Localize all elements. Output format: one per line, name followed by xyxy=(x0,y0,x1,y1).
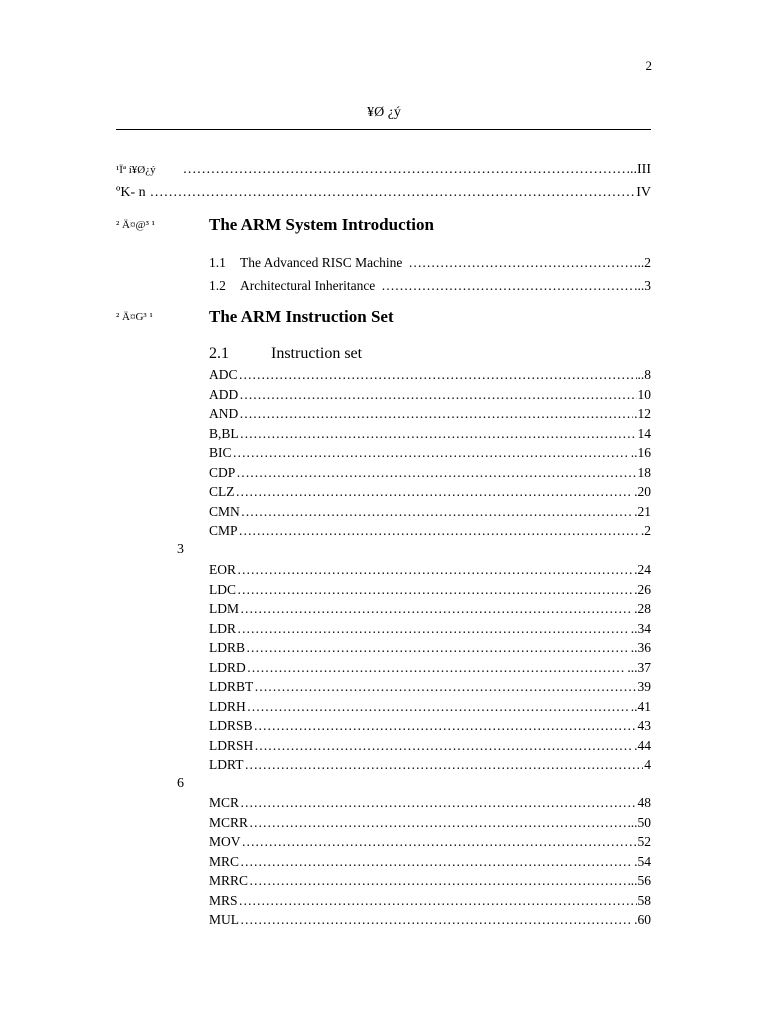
instruction-name: MCRR xyxy=(209,814,249,830)
section-page: ..2 xyxy=(637,255,651,270)
toc-entry-figures[interactable] xyxy=(116,162,651,178)
dot-leader xyxy=(236,465,636,481)
instruction-entry[interactable] xyxy=(209,834,651,850)
instruction-entry[interactable] xyxy=(209,562,651,578)
dot-leader xyxy=(240,426,637,442)
instruction-entry[interactable] xyxy=(209,679,651,695)
instruction-name: LDRH xyxy=(209,698,246,714)
chapter-label: ² Ä¤@³ ¹ xyxy=(116,219,155,231)
toc-entry-page: IV xyxy=(636,185,651,200)
chapter-title[interactable]: The ARM Instruction Set xyxy=(209,307,394,326)
instruction-page: .54 xyxy=(634,853,651,869)
dot-leader xyxy=(233,445,630,461)
instruction-name: LDRB xyxy=(209,640,246,655)
dot-leader xyxy=(240,854,633,870)
instruction-name: LDM xyxy=(209,601,239,616)
stray-page-mark: 6 xyxy=(177,776,184,791)
instruction-entry[interactable] xyxy=(209,660,651,676)
instruction-entry[interactable] xyxy=(209,757,651,773)
instruction-page: .12 xyxy=(634,406,651,421)
section-name: Architectural Inheritance xyxy=(240,278,376,293)
instruction-page: 14 xyxy=(637,425,651,441)
stray-page-mark: 3 xyxy=(177,542,184,557)
dot-leader xyxy=(236,484,634,500)
chapter-label: ² Ä¤G³ ¹ xyxy=(116,311,153,323)
instruction-name: B,BL xyxy=(209,425,239,441)
instruction-page: ..8 xyxy=(637,367,651,382)
instruction-entry[interactable] xyxy=(209,367,651,383)
dot-leader xyxy=(150,185,636,201)
instruction-page: 10 xyxy=(637,386,651,402)
instruction-name: MOV xyxy=(209,834,241,849)
section-number: 1.1 xyxy=(209,255,226,270)
dot-leader xyxy=(237,562,633,578)
instruction-page: .60 xyxy=(634,912,651,927)
section-name: The Advanced RISC Machine xyxy=(240,255,403,270)
toc-title: ¥Ø ¿ý xyxy=(367,105,401,120)
dot-leader xyxy=(183,162,629,178)
instruction-name: LDRBT xyxy=(209,679,254,694)
instruction-page: .28 xyxy=(634,601,651,616)
instruction-entry[interactable] xyxy=(209,718,651,734)
dot-leader xyxy=(247,699,630,715)
instruction-entry[interactable] xyxy=(209,484,651,500)
dot-leader xyxy=(249,873,630,889)
dot-leader xyxy=(254,718,637,734)
instruction-entry[interactable] xyxy=(209,523,651,539)
toc-entry-label: ¹Ïª í¥Ø¿ý xyxy=(116,164,156,176)
instruction-entry[interactable] xyxy=(209,582,651,598)
instruction-name: ADD xyxy=(209,386,239,402)
dot-leader xyxy=(241,504,633,520)
dot-leader xyxy=(240,795,636,811)
instruction-page: .24 xyxy=(634,562,651,577)
instruction-entry[interactable] xyxy=(209,601,651,617)
subsection-heading[interactable] xyxy=(209,345,363,363)
subsection-name: Instruction set xyxy=(271,345,363,362)
dot-leader xyxy=(247,660,627,676)
toc-entry-page: ..III xyxy=(630,162,651,177)
toc-section-row[interactable] xyxy=(209,255,651,271)
instruction-name: MRS xyxy=(209,892,238,908)
instruction-page: ..56 xyxy=(630,873,651,888)
instruction-name: ADC xyxy=(209,367,238,382)
title-rule xyxy=(116,129,651,130)
subsection-number: 2.1 xyxy=(209,345,229,362)
instruction-page: 4 xyxy=(644,757,651,772)
instruction-entry[interactable] xyxy=(209,406,651,422)
instruction-entry[interactable] xyxy=(209,893,651,909)
instruction-entry[interactable] xyxy=(209,815,651,831)
dot-leader xyxy=(239,893,637,909)
instruction-entry[interactable] xyxy=(209,465,651,481)
dot-leader xyxy=(239,387,636,403)
instruction-page: .20 xyxy=(634,484,651,499)
instruction-entry[interactable] xyxy=(209,426,651,442)
dot-leader xyxy=(237,582,633,598)
instruction-entry[interactable] xyxy=(209,640,651,656)
section-page: ...3 xyxy=(634,278,651,293)
instruction-page: ..41 xyxy=(630,698,651,714)
instruction-name: MRRC xyxy=(209,873,249,888)
instruction-entry[interactable] xyxy=(209,621,651,637)
dot-leader xyxy=(242,834,637,850)
dot-leader xyxy=(240,601,633,617)
dot-leader xyxy=(381,278,633,294)
instruction-name: LDRSH xyxy=(209,737,254,753)
instruction-page: ..34 xyxy=(630,620,651,636)
instruction-entry[interactable] xyxy=(209,854,651,870)
instruction-page: .26 xyxy=(634,581,651,597)
instruction-name: CDP xyxy=(209,464,236,480)
instruction-name: MCR xyxy=(209,795,240,810)
instruction-name: LDRD xyxy=(209,659,246,675)
toc-entry-label: ºK- n xyxy=(116,185,146,200)
instruction-page: .2 xyxy=(640,523,651,538)
instruction-page: ..50 xyxy=(630,814,651,830)
instruction-page: 43 xyxy=(637,718,651,733)
instruction-entry[interactable] xyxy=(209,738,651,754)
instruction-entry[interactable] xyxy=(209,504,651,520)
instruction-page: 58 xyxy=(637,892,651,908)
instruction-entry[interactable] xyxy=(209,699,651,715)
dot-leader xyxy=(239,523,640,539)
dot-leader xyxy=(239,406,633,422)
toc-section-row[interactable] xyxy=(209,278,651,294)
instruction-name: CMN xyxy=(209,503,240,519)
instruction-page: ...37 xyxy=(627,659,651,675)
instruction-entry[interactable] xyxy=(209,912,651,928)
instruction-name: LDRSB xyxy=(209,718,253,733)
toc-entry-abstract[interactable] xyxy=(116,185,651,201)
instruction-name: MUL xyxy=(209,912,239,927)
dot-leader xyxy=(244,757,643,773)
instruction-name: LDR xyxy=(209,620,236,636)
dot-leader xyxy=(237,621,630,637)
instruction-name: AND xyxy=(209,406,239,421)
instruction-page: ..36 xyxy=(630,640,651,655)
page-number: 2 xyxy=(645,58,652,73)
instruction-name: LDRT xyxy=(209,757,244,772)
instruction-name: LDC xyxy=(209,581,236,597)
instruction-entry[interactable] xyxy=(209,795,651,811)
dot-leader xyxy=(246,640,630,656)
dot-leader xyxy=(240,912,633,928)
dot-leader xyxy=(249,815,630,831)
instruction-name: MRC xyxy=(209,853,240,869)
instruction-entry[interactable] xyxy=(209,387,651,403)
instruction-name: EOR xyxy=(209,562,236,577)
section-number: 1.2 xyxy=(209,278,226,293)
instruction-entry[interactable] xyxy=(209,873,651,889)
dot-leader xyxy=(254,679,636,695)
instruction-page: 39 xyxy=(637,679,651,694)
dot-leader xyxy=(408,255,636,271)
instruction-page: .21 xyxy=(634,503,651,519)
instruction-name: CLZ xyxy=(209,484,235,499)
dot-leader xyxy=(254,738,633,754)
instruction-page: 52 xyxy=(637,834,651,849)
instruction-entry[interactable] xyxy=(209,445,651,461)
dot-leader xyxy=(239,367,637,383)
instruction-page: 18 xyxy=(637,464,651,480)
instruction-name: BIC xyxy=(209,445,232,460)
instruction-page: .44 xyxy=(634,737,651,753)
instruction-page: ..16 xyxy=(630,445,651,460)
instruction-page: 48 xyxy=(637,795,651,810)
instruction-name: CMP xyxy=(209,523,238,538)
chapter-title[interactable]: The ARM System Introduction xyxy=(209,215,434,234)
